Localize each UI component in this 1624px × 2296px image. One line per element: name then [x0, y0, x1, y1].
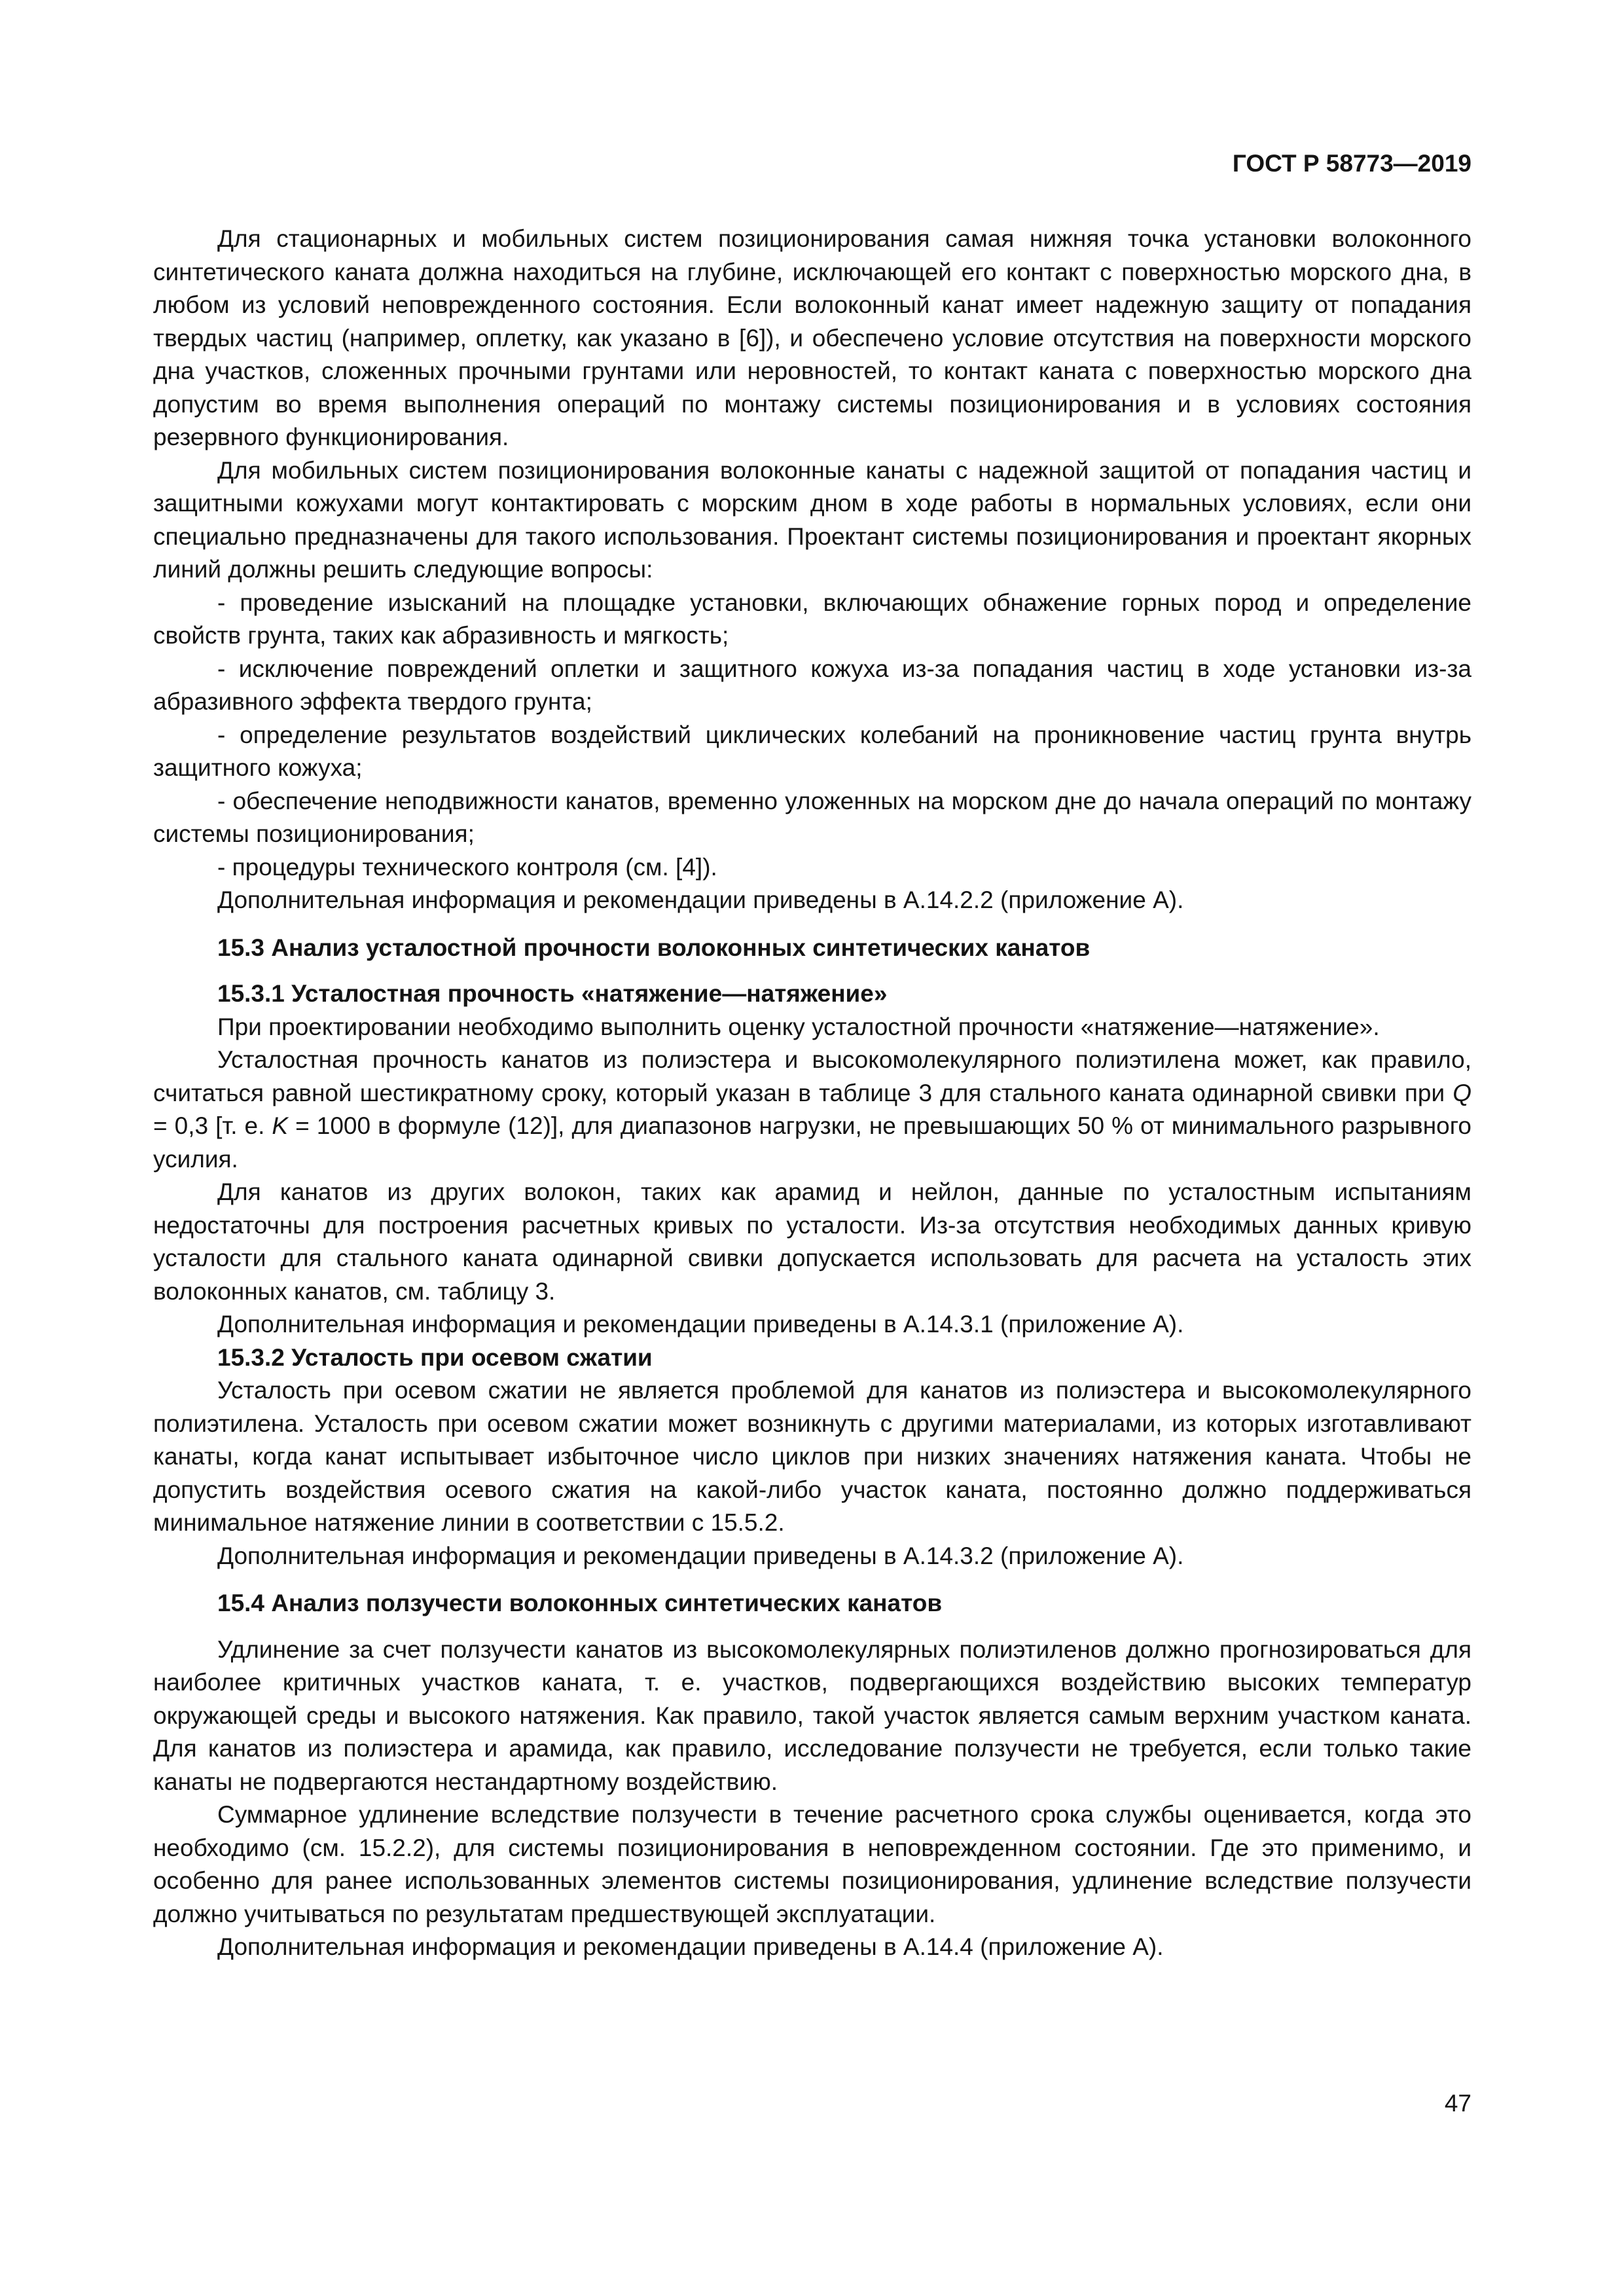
paragraph-other-fibers: Для канатов из других волокон, таких как арамид и нейлон, данные по усталостным испытаниям недостаточны для построения расчетных кривых по усталости. Из-за отсутствия необходимых данных кривую усталости для стального каната одинарной свивки допускается использовать для расчета на усталость этих волоконных канатов, см. таблицу 3. — [153, 1178, 1471, 1305]
page-number: 47 — [1444, 2090, 1471, 2117]
list-item: - определение результатов воздействий циклических колебаний на проникновение частиц грунта внутрь защитного кожуха; — [153, 721, 1471, 781]
section-heading-15-4: 15.4 Анализ ползучести волоконных синтетических канатов — [217, 1590, 943, 1616]
list-item: - исключение повреждений оплетки и защитного кожуха из-за попадания частиц в ходе установки из-за абразивного эффекта твердого грунта; — [153, 655, 1471, 715]
paragraph-reference-a14-3-2: Дополнительная информация и рекомендации приведены в А.14.3.2 (приложение А). — [217, 1542, 1184, 1569]
list-item: - проведение изысканий на площадке установки, включающих обнажение горных пород и определение свойств грунта, таких как абразивность и мягкость; — [153, 589, 1471, 649]
paragraph-creep-elongation: Удлинение за счет ползучести канатов из высокомолекулярных полиэтиленов должно прогнозироваться для наиболее критичных участков каната, т. е. участков, подвергающихся воздействию высоких температур окружающей среды и высокого натяжения. Как правило, такой участок является самым верхним участком каната. Для канатов из полиэстера и арамида, как правило, исследование ползучести не требуется, если только такие канаты не подвергаются нестандартному воздействию. — [153, 1635, 1471, 1795]
paragraph-axial-compression: Усталость при осевом сжатии не является проблемой для канатов из полиэстера и высокомолекулярного полиэтилена. Усталость при осевом сжатии может возникнуть с другими материалами, из которых изготавливают канаты, когда канат испытывает избыточное число циклов при низких значениях натяжения каната. Чтобы не допустить воздействия осевого сжатия на какой-либо участок каната, постоянно должно поддерживаться минимальное натяжение линии в соответствии с 15.5.2. — [153, 1377, 1471, 1536]
text-run: = 1000 в формуле (12)], для диапазонов нагрузки, не превышающих 50 % от минимального разрывного усилия. — [153, 1112, 1471, 1173]
text-run: Усталостная прочность канатов из полиэстера и высокомолекулярного полиэтилена может, как правило, считаться равной шестикратному сроку, который указан в таблице 3 для стального каната одинарной свивки при — [153, 1046, 1471, 1106]
section-heading-15-3: 15.3 Анализ усталостной прочности волоконных синтетических канатов — [217, 934, 1091, 961]
standard-id-header: ГОСТ Р 58773—2019 — [1232, 150, 1471, 177]
page-content — [153, 223, 1471, 1964]
paragraph-reference-a14-4: Дополнительная информация и рекомендации приведены в А.14.4 (приложение А). — [217, 1933, 1164, 1960]
paragraph-fatigue-polyester — [153, 1044, 1471, 1176]
paragraph-reference-a14-3-1: Дополнительная информация и рекомендации приведены в А.14.3.1 (приложение А). — [217, 1311, 1184, 1338]
list-item: - процедуры технического контроля (см. [4]). — [217, 853, 717, 881]
subsection-heading-15-3-1: 15.3.1 Усталостная прочность «натяжение—натяжение» — [217, 980, 888, 1007]
text-run: = 0,3 [т. е. — [153, 1112, 272, 1139]
list-item: - обеспечение неподвижности канатов, временно уложенных на морском дне до начала операций по монтажу системы позиционирования; — [153, 787, 1471, 847]
symbol-k: K — [272, 1112, 289, 1139]
paragraph-reference-a14-2-2: Дополнительная информация и рекомендации приведены в А.14.2.2 (приложение А). — [217, 886, 1184, 913]
paragraph-positioning-depth: Для стационарных и мобильных систем позиционирования самая нижняя точка установки волоконного синтетического каната должна находиться на глубине, исключающей его контакт с поверхностью морского дна, в любом из условий неповрежденного состояния. Если волоконный канат имеет надежную защиту от попадания твердых частиц (например, оплетку, как указано в [6]), и обеспечено условие отсутствия на поверхности морского дна участков, сложенных прочными грунтами или неровностей, то контакт каната с поверхностью морского дна допустим во время выполнения операций по монтажу системы позиционирования и в условиях состояния резервного функционирования. — [153, 225, 1471, 450]
subsection-heading-15-3-2: 15.3.2 Усталость при осевом сжатии — [217, 1343, 653, 1371]
symbol-q: Q — [1453, 1079, 1471, 1106]
paragraph-tension-tension: При проектировании необходимо выполнить оценку усталостной прочности «натяжение—натяжение». — [217, 1013, 1380, 1040]
paragraph-mobile-systems: Для мобильных систем позиционирования волоконные канаты с надежной защитой от попадания частиц и защитными кожухами могут контактировать с морским дном в ходе работы в нормальных условиях, если они специально предназначены для такого использования. Проектант системы позиционирования и проектант якорных линий должны решить следующие вопросы: — [153, 456, 1471, 583]
paragraph-total-elongation: Суммарное удлинение вследствие ползучести в течение расчетного срока службы оценивается, когда это необходимо (см. 15.2.2), для системы позиционирования в неповрежденном состоянии. Где это применимо, и особенно для ранее использованных элементов системы позиционирования, удлинение вследствие ползучести должно учитываться по результатам предшествующей эксплуатации. — [153, 1801, 1471, 1927]
